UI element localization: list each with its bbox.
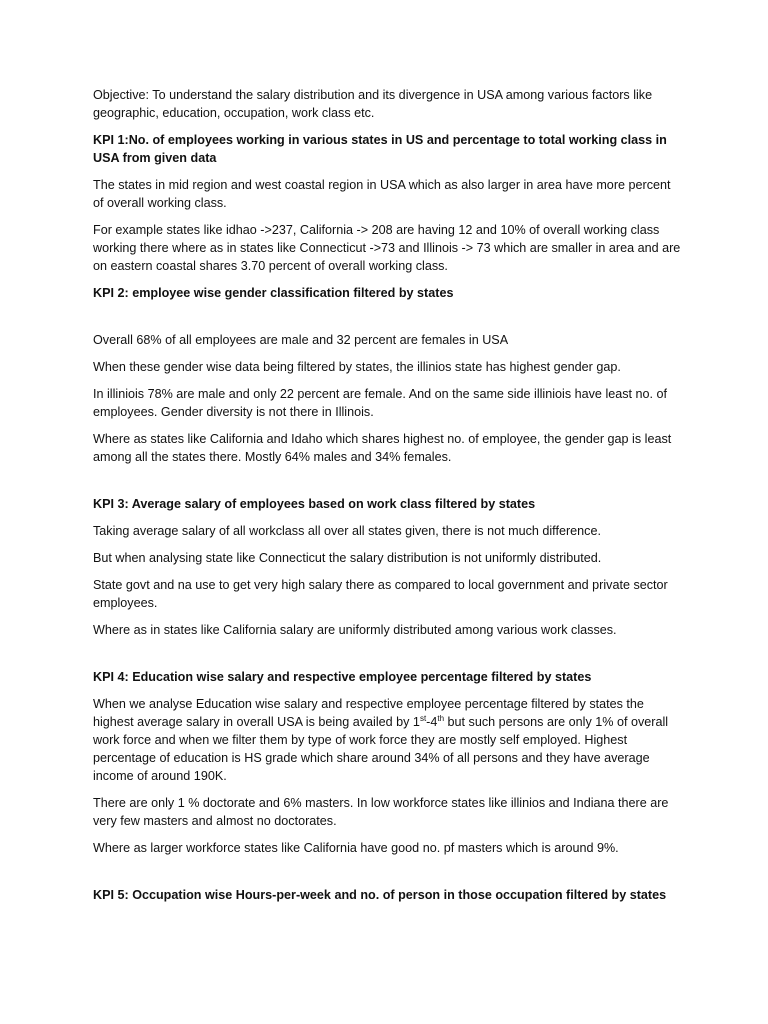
- kpi4-p1-sup-st: st: [419, 713, 427, 723]
- document-page: [93, 86, 683, 913]
- kpi2-paragraph-4: Where as states like California and Idaho which shares highest no. of employee, the gender gap is least among all the states there. Mostly 64% males and 34% females.: [93, 432, 672, 464]
- kpi2-heading: KPI 2: employee wise gender classification filtered by states: [93, 286, 454, 300]
- kpi4-p1-text-b: -4: [426, 715, 438, 729]
- kpi4-p1-sup-th: th: [437, 713, 445, 723]
- kpi4-paragraph-3: Where as larger workforce states like California have good no. pf masters which is around 9%.: [93, 841, 619, 855]
- spacer: [93, 311, 683, 331]
- kpi4-paragraph-2: There are only 1 % doctorate and 6% masters. In low workforce states like illinios and Indiana there are very few masters and almost no doctorates.: [93, 796, 669, 828]
- kpi3-paragraph-2: But when analysing state like Connecticut the salary distribution is not uniformly distributed.: [93, 551, 602, 565]
- kpi4-heading: KPI 4: Education wise salary and respective employee percentage filtered by states: [93, 670, 592, 684]
- kpi3-paragraph-1: Taking average salary of all workclass all over all states given, there is not much difference.: [93, 524, 601, 538]
- spacer: [93, 648, 683, 668]
- kpi2-paragraph-1: Overall 68% of all employees are male and 32 percent are females in USA: [93, 333, 509, 347]
- kpi3-paragraph-4: Where as in states like California salary are uniformly distributed among various work classes.: [93, 623, 617, 637]
- kpi3-heading: KPI 3: Average salary of employees based on work class filtered by states: [93, 497, 536, 511]
- spacer: [93, 866, 683, 886]
- kpi1-paragraph-1: The states in mid region and west coastal region in USA which as also larger in area have more percent of overall working class.: [93, 178, 671, 210]
- spacer: [93, 475, 683, 495]
- kpi5-heading: KPI 5: Occupation wise Hours-per-week and no. of person in those occupation filtered by states: [93, 888, 667, 902]
- kpi3-paragraph-3: State govt and na use to get very high salary there as compared to local government and private sector employees.: [93, 578, 668, 610]
- kpi2-paragraph-3: In illiniois 78% are male and only 22 percent are female. And on the same side illiniois have least no. of employees. Gender diversity is not there in Illinois.: [93, 387, 668, 419]
- kpi1-heading: KPI 1:No. of employees working in various states in US and percentage to total working class in USA from given data: [93, 133, 667, 165]
- kpi4-p1-text-a: When we analyse Education wise salary and respective employee percentage filtered by states the highest average salary in overall USA is being availed by 1: [93, 697, 644, 729]
- kpi1-paragraph-2: For example states like idhao ->237, California -> 208 are having 12 and 10% of overall working class working there where as in states like Connecticut ->73 and Illinois -> 73 which are smaller in area and are on eastern coastal shares 3.70 percent of overall working class.: [93, 223, 681, 273]
- objective-paragraph: Objective: To understand the salary distribution and its divergence in USA among various factors like geographic, education, occupation, work class etc.: [93, 88, 653, 120]
- kpi4-p1-text-c: but such persons are only 1% of overall work force and when we filter them by type of work force they are mostly self employed. Highest percentage of education is HS grade which share around 34% of all persons and they have average income of around 190K.: [93, 715, 669, 783]
- kpi2-paragraph-2: When these gender wise data being filtered by states, the illinios state has highest gender gap.: [93, 360, 621, 374]
- kpi4-paragraph-1: [93, 695, 683, 785]
